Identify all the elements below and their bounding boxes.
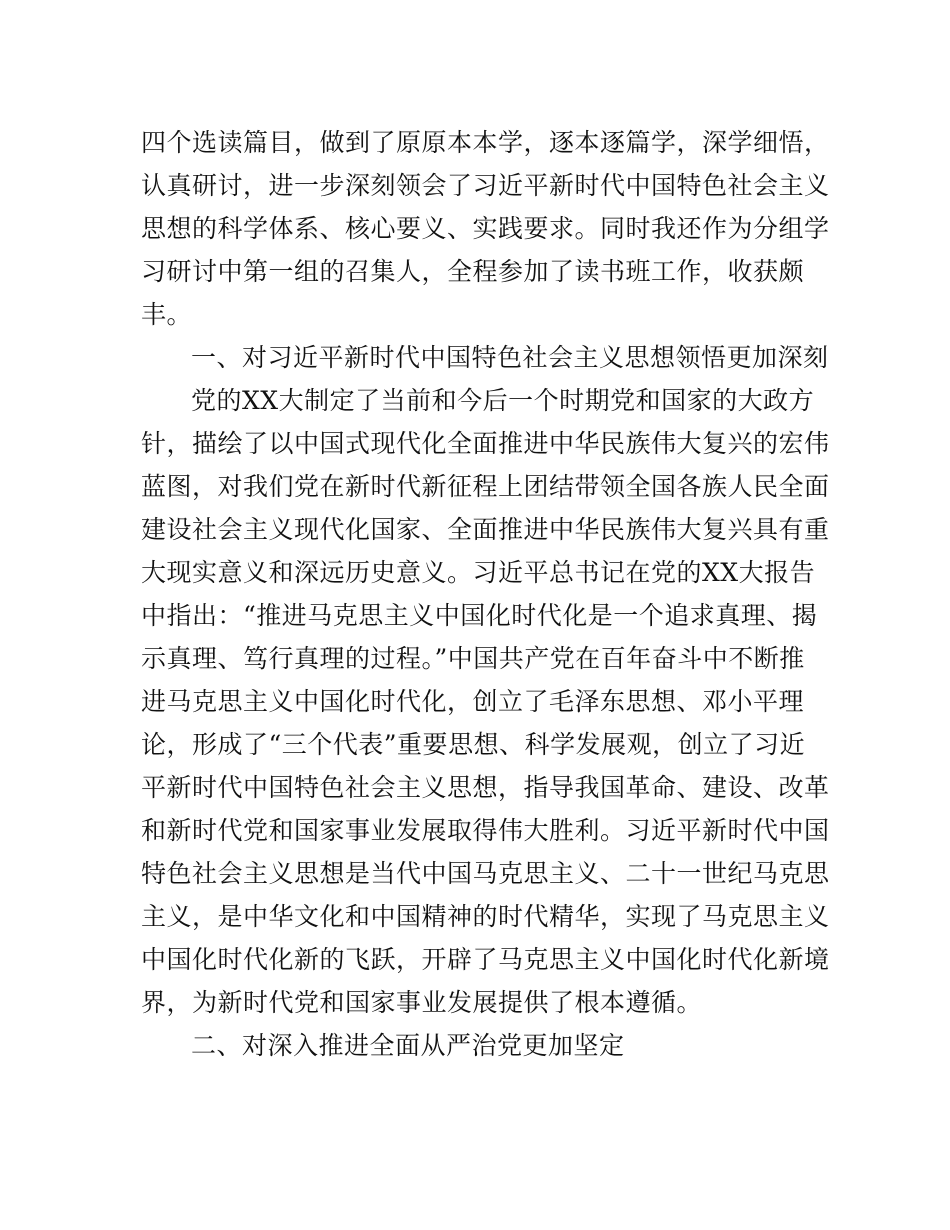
text-line: 建设社会主义现代化国家、全面推进中华民族伟大复兴具有重 <box>141 515 830 544</box>
paragraph-start: 党的XX大制定了当前和今后一个时期党和国家的大政方 <box>191 386 815 415</box>
section-heading-1: 一、对习近平新时代中国特色社会主义思想领悟更加深刻 <box>191 343 829 372</box>
text-line: 主义，是中华文化和中国精神的时代精华，实现了马克思主义 <box>141 902 830 931</box>
text-line: 界，为新时代党和国家事业发展提供了根本遵循。 <box>141 988 703 1017</box>
text-line: 中国化时代化新的飞跃，开辟了马克思主义中国化时代化新境 <box>141 945 830 974</box>
text-line: 论，形成了“三个代表”重要思想、科学发展观，创立了习近 <box>141 730 806 759</box>
document-body <box>141 121 830 1067</box>
text-line: 认真研讨，进一步深刻领会了习近平新时代中国特色社会主义 <box>141 171 830 200</box>
text-line: 进马克思主义中国化时代化，创立了毛泽东思想、邓小平理 <box>141 687 805 716</box>
text-line: 针，描绘了以中国式现代化全面推进中华民族伟大复兴的宏伟 <box>141 429 830 458</box>
text-line: 习研讨中第一组的召集人，全程参加了读书班工作，收获颇 <box>141 257 805 286</box>
text-line: 示真理、笃行真理的过程。”中国共产党在百年奋斗中不断推 <box>141 644 805 673</box>
text-line: 蓝图，对我们党在新时代新征程上团结带领全国各族人民全面 <box>141 472 830 501</box>
text-line: 大现实意义和深远历史意义。习近平总书记在党的XX大报告 <box>141 558 816 587</box>
text-line: 特色社会主义思想是当代中国马克思主义、二十一世纪马克思 <box>141 859 830 888</box>
text-line: 思想的科学体系、核心要义、实践要求。同时我还作为分组学 <box>141 214 830 243</box>
text-line: 丰。 <box>141 300 193 329</box>
text-line: 中指出：“推进马克思主义中国化时代化是一个追求真理、揭 <box>141 601 818 630</box>
text-line: 平新时代中国特色社会主义思想，指导我国革命、建设、改革 <box>141 773 830 802</box>
text-line: 四个选读篇目，做到了原原本本学，逐本逐篇学，深学细悟， <box>141 128 830 157</box>
section-heading-2: 二、对深入推进全面从严治党更加坚定 <box>191 1031 625 1060</box>
text-line: 和新时代党和国家事业发展取得伟大胜利。习近平新时代中国 <box>141 816 830 845</box>
